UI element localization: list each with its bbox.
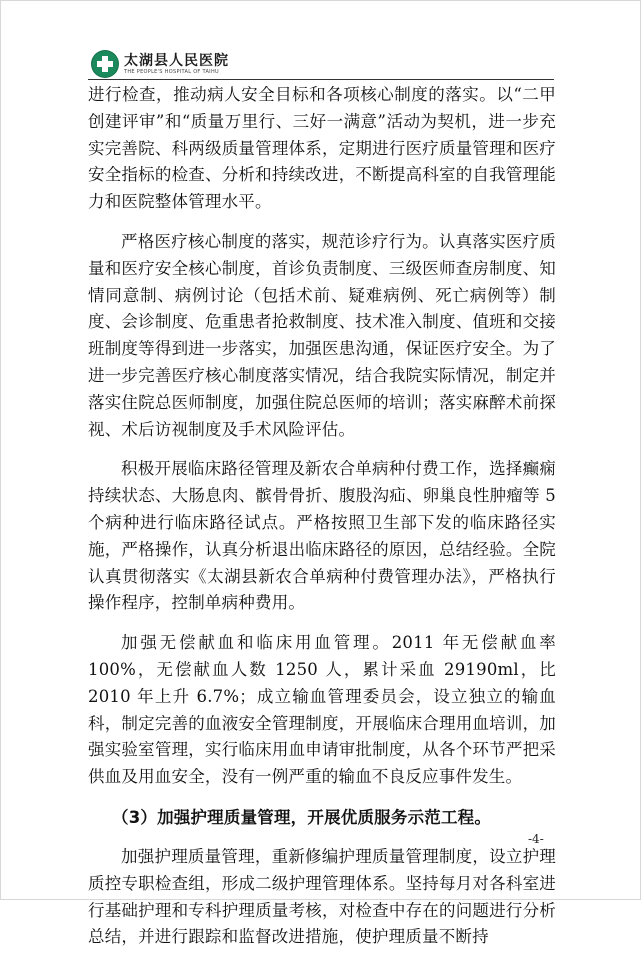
hospital-name-block bbox=[124, 54, 229, 75]
document-header bbox=[92, 50, 229, 78]
paragraph-nursing-quality: 加强护理质量管理，重新修编护理质量管理制度，设立护理质控专职检查组，形成二级护理管理体系。坚持每月对各科室进行基础护理和专科护理质量考核，对检查中存在的问题进行分析总结，并进行跟踪和监督改进措施，使护理质量不断持 bbox=[88, 846, 556, 947]
paragraph-continuation: 进行检查，推动病人安全目标和各项核心制度的落实。以“二甲创建评审”和“质量万里行、三好一满意”活动为契机，进一步充实完善院、科两级质量管理体系，定期进行医疗质量管理和医疗安全指标的检查、分析和持续改进，不断提高科室的自我管理能力和医院整体管理水平。 bbox=[88, 85, 556, 212]
page-number: -4- bbox=[528, 832, 544, 846]
header-divider bbox=[88, 79, 554, 80]
hospital-name: 太湖县人民医院 bbox=[124, 52, 229, 69]
paragraph-core-systems: 严格医疗核心制度的落实，规范诊疗行为。认真落实医疗质量和医疗安全核心制度，首诊负责制度、三级医师查房制度、知情同意制、病例讨论（包括术前、疑难病例、死亡病例等）制度、会诊制度、危重患者抢救制度、技术准入制度、值班和交接班制度等得到进一步落实，加强医患沟通，保证医疗安全。为了进一步完善医疗核心制度落实情况，结合我院实际情况，制定并落实住院总医师制度，加强住院总医师的培训；落实麻醉术前探视、术后访视制度及手术风险评估。 bbox=[88, 231, 556, 439]
hospital-logo-icon bbox=[92, 51, 118, 77]
hospital-english-name: THE PEOPLE'S HOSPITAL OF TAIHU bbox=[124, 68, 219, 75]
paragraph-clinical-pathway: 积极开展临床路径管理及新农合单病种付费工作，选择癫痫持续状态、大肠息肉、髌骨骨折、腹股沟疝、卵巢良性肿瘤等 5 个病种进行临床路径试点。严格按照卫生部下发的临床路径实施，严格操作，认真分析退出临床路径的原因，总结经验。全院认真贯彻落实《太湖县新农合单病种付费管理办法》，严格执行操作程序，控制单病种费用。 bbox=[88, 459, 556, 613]
section-heading-nursing: （3）加强护理质量管理，开展优质服务示范工程。 bbox=[112, 807, 492, 827]
document-body bbox=[88, 82, 556, 964]
paragraph-blood-management: 加强无偿献血和临床用血管理。2011 年无偿献血率 100%，无偿献血人数 1250 人，累计采血 29190ml，比 2010 年上升 6.7%；成立输血管理委员会，设立独立的输血科，制定完善的血液安全管理制度，开展临床合理用血培训，加强实验室管理，实行临床用血申请审批制度，从各个环节严把采供血及用血安全，没有一例严重的输血不良反应事件发生。 bbox=[88, 633, 556, 787]
